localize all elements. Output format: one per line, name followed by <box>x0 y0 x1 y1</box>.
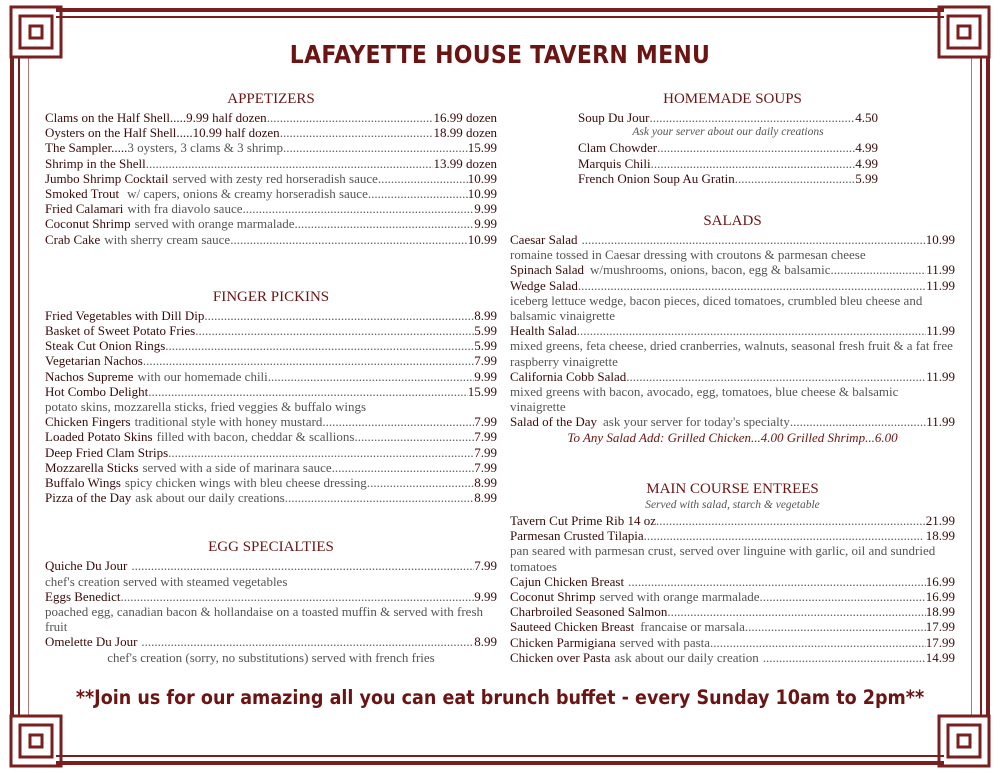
item-price: 8.99 <box>474 307 497 323</box>
item-price: 13.99 dozen <box>433 155 497 171</box>
item-price: 15.99 <box>467 383 497 399</box>
list-item <box>578 156 878 171</box>
dot-leader <box>322 414 474 429</box>
dot-leader <box>280 125 434 140</box>
dot-leader <box>141 634 474 649</box>
item-name: Quiche Du Jour <box>45 558 128 574</box>
dot-leader <box>165 338 474 353</box>
dot-leader <box>332 460 475 475</box>
appetizers-list <box>45 110 497 247</box>
item-price: 11.99 <box>926 277 955 293</box>
list-item <box>45 429 497 444</box>
item-price: 14.99 <box>925 649 955 665</box>
item-name: Mozzarella Sticks <box>45 459 139 475</box>
corner-ornament-bottom-right <box>936 713 992 769</box>
soups-heading: HOMEMADE SOUPS <box>663 91 802 107</box>
egg-specialties-list <box>45 558 497 664</box>
item-name: Oysters on the Half Shell.....10.99 half dozen <box>45 125 280 141</box>
item-price: 7.99 <box>474 444 497 460</box>
item-name: Soup Du Jour <box>578 110 650 125</box>
frame-left-inner <box>18 56 20 717</box>
list-item <box>45 308 497 323</box>
item-description: with fra diavolo sauce <box>127 201 243 217</box>
dot-leader <box>367 475 474 490</box>
salads-list <box>510 232 955 445</box>
dot-leader <box>230 232 468 247</box>
list-item <box>578 110 878 125</box>
item-price: 8.99 <box>474 490 497 506</box>
item-description: w/mushrooms, onions, bacon, egg & balsamic <box>590 262 831 278</box>
dot-leader <box>578 278 926 293</box>
item-name: Eggs Benedict <box>45 588 121 604</box>
finger-pickins-heading: FINGER PICKINS <box>212 288 330 305</box>
dot-leader <box>204 308 474 323</box>
item-price: 15.99 <box>467 140 497 156</box>
item-name: Crab Cake <box>45 231 101 247</box>
list-item <box>510 604 955 619</box>
dot-leader <box>577 323 926 338</box>
entrees-list <box>510 513 955 665</box>
item-description: with sherry cream sauce <box>104 231 231 247</box>
list-item <box>45 125 497 140</box>
dot-leader <box>651 156 856 171</box>
item-price: 9.99 <box>474 588 497 604</box>
dot-leader <box>656 513 926 528</box>
item-price: 11.99 <box>926 323 955 339</box>
item-description: francaise or marsala <box>640 619 745 635</box>
item-name: Clams on the Half Shell.....9.99 half dozen <box>45 110 267 125</box>
item-name: French Onion Soup Au Gratin <box>578 170 735 186</box>
item-price: 4.99 <box>855 140 878 156</box>
list-item <box>45 201 497 216</box>
list-item <box>45 634 497 649</box>
list-item <box>510 619 955 634</box>
item-name: Coconut Shrimp <box>45 216 131 232</box>
item-name: Cajun Chicken Breast <box>510 573 625 589</box>
right-column <box>510 91 955 665</box>
left-column <box>45 91 497 665</box>
list-item <box>45 369 497 384</box>
list-item <box>510 528 955 543</box>
soups-list <box>510 110 878 186</box>
item-price: 7.99 <box>474 414 497 430</box>
dot-leader <box>763 650 926 665</box>
item-name: Buffalo Wings <box>45 475 121 491</box>
appetizers-heading: APPETIZERS <box>227 91 315 107</box>
item-price: 7.99 <box>474 429 497 445</box>
menu-title: LAFAYETTE HOUSE TAVERN MENU <box>289 40 711 69</box>
dot-leader <box>195 323 474 338</box>
brunch-banner: **Join us for our amazing all you can eat brunch buffet - every Sunday 10am to 2pm** <box>75 686 925 709</box>
dot-leader <box>295 216 475 231</box>
dot-leader <box>735 171 856 186</box>
item-note: chef's creation (sorry, no substitutions) served with french fries <box>107 649 435 665</box>
list-item <box>510 574 955 589</box>
item-description: w/ capers, onions & creamy horseradish sauce <box>127 186 368 202</box>
egg-specialties-heading: EGG SPECIALTIES <box>208 539 334 556</box>
entrees-subheading: Served with salad, starch & vegetable <box>645 498 820 511</box>
item-price: 18.99 dozen <box>433 125 497 141</box>
item-name: Jumbo Shrimp Cocktail <box>45 170 169 186</box>
item-name: Wedge Salad <box>510 277 578 293</box>
item-name: Parmesan Crusted Tilapia <box>510 528 644 544</box>
dot-leader <box>650 110 856 125</box>
dot-leader <box>378 171 468 186</box>
dot-leader <box>667 604 925 619</box>
list-item <box>45 186 497 201</box>
dot-leader <box>131 558 474 573</box>
item-price: 18.99 <box>925 604 955 620</box>
item-note: mixed greens with bacon, avocado, egg, tomatoes, blue cheese & balsamic vinaigrette <box>510 384 899 415</box>
item-name: Vegetarian Nachos <box>45 353 143 369</box>
item-name: Chicken Parmigiana <box>510 634 616 650</box>
item-note: iceberg lettuce wedge, bacon pieces, diced tomatoes, crumbled bleu cheese and balsamic vinaigrette <box>510 292 923 324</box>
item-description: served with zesty red horseradish sauce <box>172 170 378 186</box>
item-description: 3 oysters, 3 clams & 3 shrimp <box>127 140 283 156</box>
dot-leader <box>243 201 475 216</box>
list-item <box>45 475 497 490</box>
entrees-heading: MAIN COURSE ENTREES <box>646 480 819 497</box>
salad-addon-note: To Any Salad Add: Grilled Chicken...4.00 Grilled Shrimp...6.00 <box>567 429 898 445</box>
item-description: served with orange marmalade <box>134 216 295 232</box>
item-name: Basket of Sweet Potato Fries <box>45 323 196 339</box>
list-item <box>578 140 878 155</box>
list-item <box>45 140 497 155</box>
frame-bottom-inner <box>56 755 944 757</box>
salads-heading: SALADS <box>703 213 762 230</box>
item-price: 5.99 <box>474 338 497 354</box>
item-price: 10.99 <box>467 170 497 186</box>
item-price: 9.99 <box>474 216 497 232</box>
list-item <box>510 323 955 338</box>
frame-right-outer <box>986 56 990 717</box>
item-description: served with pasta <box>619 634 711 650</box>
list-item <box>45 110 497 125</box>
dot-leader <box>168 445 474 460</box>
item-name: Marquis Chili <box>578 155 651 171</box>
dot-leader <box>143 353 474 368</box>
dot-leader <box>830 262 926 277</box>
frame-top-inner <box>56 16 944 18</box>
list-item <box>45 171 497 186</box>
finger-pickins-list <box>45 308 497 506</box>
item-price: 10.99 <box>467 231 497 247</box>
item-price: 16.99 <box>925 589 955 605</box>
list-item <box>510 369 955 384</box>
item-price: 8.99 <box>474 634 497 650</box>
item-name: Hot Combo Delight <box>45 383 149 399</box>
list-item <box>510 589 955 604</box>
soups-note: Ask your server about our daily creations <box>632 126 824 139</box>
dot-leader <box>368 186 468 201</box>
dot-leader <box>267 110 434 125</box>
list-item <box>45 490 497 505</box>
item-name: Sauteed Chicken Breast <box>510 619 635 635</box>
item-name: Deep Fried Clam Strips <box>45 444 169 460</box>
dot-leader <box>626 369 926 384</box>
item-price: 7.99 <box>474 558 497 574</box>
item-price: 7.99 <box>474 459 497 475</box>
dot-leader <box>120 589 474 604</box>
item-price: 16.99 dozen <box>433 110 497 125</box>
item-price: 4.50 <box>855 110 878 125</box>
list-item <box>510 414 955 429</box>
dot-leader <box>582 232 926 247</box>
item-price: 11.99 <box>926 368 955 384</box>
item-name: Coconut Shrimp <box>510 589 596 605</box>
item-description: served with orange marmalade <box>599 589 760 605</box>
list-item <box>578 171 878 186</box>
item-name: Fried Calamari <box>45 201 124 217</box>
item-note: romaine tossed in Caesar dressing with croutons & parmesan cheese <box>510 247 866 263</box>
item-description: filled with bacon, cheddar & scallions <box>156 429 355 445</box>
list-item <box>45 414 497 429</box>
item-description: ask about our daily creation <box>614 649 759 665</box>
item-name: The Sampler..... <box>45 140 128 156</box>
frame-top-outer <box>56 8 944 12</box>
list-item <box>510 232 955 247</box>
list-item <box>45 384 497 399</box>
item-name: Loaded Potato Skins <box>45 429 153 445</box>
item-note: chef's creation served with steamed vegetables <box>45 573 288 589</box>
dot-leader <box>710 635 926 650</box>
item-note: poached egg, canadian bacon & hollandaise on a toasted muffin & served with fresh fruit <box>45 604 484 635</box>
list-item <box>45 460 497 475</box>
item-price: 21.99 <box>925 513 955 529</box>
item-name: Chicken over Pasta <box>510 649 611 665</box>
dot-leader <box>628 574 926 589</box>
item-name: Fried Vegetables with Dill Dip <box>45 307 205 323</box>
item-description: ask your server for today's specialty <box>603 414 790 430</box>
dot-leader <box>148 384 467 399</box>
item-price: 11.99 <box>926 262 955 278</box>
item-price: 9.99 <box>474 201 497 217</box>
item-description: served with a side of marinara sauce <box>142 459 332 475</box>
item-price: 10.99 <box>925 232 955 248</box>
dot-leader <box>146 156 434 171</box>
list-item <box>510 262 955 277</box>
item-name: Shrimp in the Shell <box>45 155 146 171</box>
item-note: mixed greens, feta cheese, dried cranberries, walnuts, seasonal fresh fruit & a fat free raspberry vinaigrette <box>510 338 953 369</box>
frame-left-outer <box>10 56 14 717</box>
item-price: 5.99 <box>474 323 497 339</box>
list-item <box>45 232 497 247</box>
item-name: Nachos Supreme <box>45 368 134 384</box>
item-name: Omelette Du Jour <box>45 634 138 650</box>
frame-bottom-outer <box>56 761 944 765</box>
item-price: 16.99 <box>925 573 955 589</box>
item-name: Tavern Cut Prime Rib 14 oz <box>510 513 657 529</box>
item-price: 9.99 <box>474 368 497 384</box>
combo-description: potato skins, mozzarella sticks, fried veggies & buffalo wings <box>45 399 367 415</box>
list-item <box>510 650 955 665</box>
item-name: Salad of the Day <box>510 414 598 430</box>
list-item <box>45 589 497 604</box>
corner-ornament-top-left <box>8 4 64 60</box>
item-name: Chicken Fingers <box>45 414 131 430</box>
item-name: Clam Chowder <box>578 140 658 156</box>
list-item <box>45 338 497 353</box>
corner-ornament-top-right <box>936 4 992 60</box>
item-price: 8.99 <box>474 475 497 491</box>
item-name: Pizza of the Day <box>45 490 132 506</box>
dot-leader <box>657 140 855 155</box>
dot-leader <box>354 429 474 444</box>
item-price: 11.99 <box>926 414 955 430</box>
item-description: ask about our daily creations <box>135 490 285 506</box>
dot-leader <box>745 619 926 634</box>
item-price: 18.99 <box>925 528 955 544</box>
item-name: Smoked Trout <box>45 186 120 202</box>
list-item <box>45 323 497 338</box>
item-price: 17.99 <box>925 634 955 650</box>
list-item <box>45 445 497 460</box>
frame-right-inner <box>980 56 982 717</box>
item-price: 7.99 <box>474 353 497 369</box>
dot-leader <box>644 528 922 543</box>
item-description: spicy chicken wings with bleu cheese dressing <box>124 475 367 491</box>
dot-leader <box>760 589 926 604</box>
item-name: Health Salad <box>510 323 577 339</box>
dot-leader <box>283 140 468 155</box>
item-note: pan seared with parmesan crust, served over linguine with garlic, oil and sundried tomatoes <box>510 543 936 574</box>
list-item <box>45 353 497 368</box>
item-description: with our homemade chili <box>137 368 268 384</box>
item-price: 10.99 <box>467 186 497 202</box>
item-description: traditional style with honey mustard <box>134 414 323 430</box>
list-item <box>45 156 497 171</box>
item-name: Charbroiled Seasoned Salmon <box>510 604 668 620</box>
dot-leader <box>268 369 474 384</box>
list-item <box>510 635 955 650</box>
item-name: California Cobb Salad <box>510 368 627 384</box>
item-price: 4.99 <box>855 155 878 171</box>
item-name: Spinach Salad <box>510 262 585 278</box>
list-item <box>45 216 497 231</box>
item-price: 5.99 <box>855 170 878 186</box>
list-item <box>510 278 955 293</box>
item-name: Caesar Salad <box>510 232 578 248</box>
dot-leader <box>285 490 475 505</box>
dot-leader <box>790 414 926 429</box>
corner-ornament-bottom-left <box>8 713 64 769</box>
list-item <box>510 513 955 528</box>
frame-left-accent <box>28 56 29 717</box>
item-price: 17.99 <box>925 619 955 635</box>
frame-right-accent <box>971 56 972 717</box>
item-name: Steak Cut Onion Rings <box>45 338 166 354</box>
list-item <box>45 558 497 573</box>
